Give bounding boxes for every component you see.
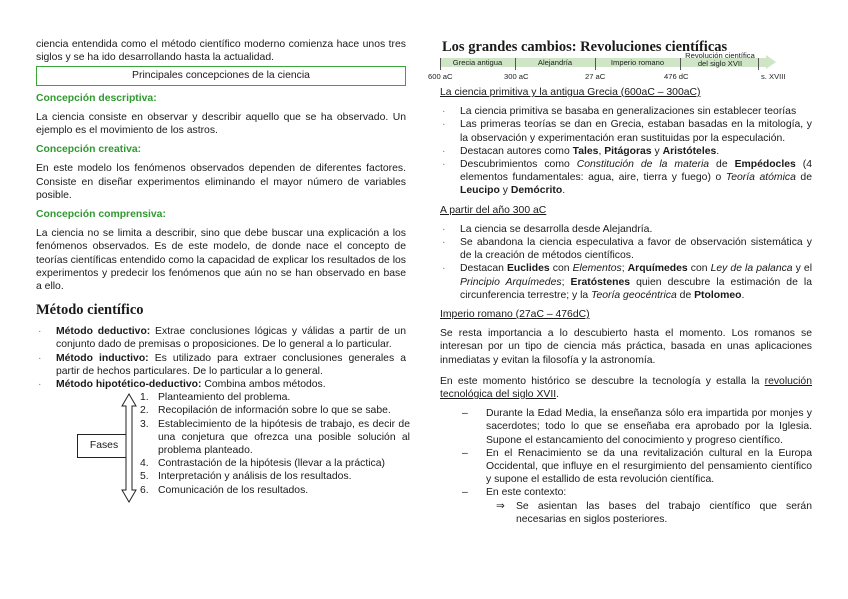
- timeline-tick: [595, 58, 596, 70]
- timeline-tick: [515, 58, 516, 70]
- list-item: – En el Renacimiento se da una revitalización cultural en la Europa Occidental, que influye en el resurgimiento del pensamiento científico y supone el estallido de esta revolución científica.: [440, 447, 812, 487]
- fases-box: Fases: [77, 434, 131, 458]
- revolucion-link[interactable]: revolución tecnológica del siglo XVII: [440, 375, 812, 401]
- list-item: ⇒ Se asientan las bases del trabajo científico que serán necesarias en siglos posteriores.: [440, 500, 812, 526]
- timeline-date: 27 aC: [585, 72, 606, 81]
- timeline-date: s. XVIII: [761, 72, 786, 81]
- contexto-list: [440, 407, 812, 526]
- timeline-date: 300 aC: [504, 72, 529, 81]
- list-item: · Destacan Euclides con Elementos; Arquímedes con Ley de la palanca y el Principio Arquímedes; Eratóstenes quien descubre la estimación de la circunferencia terrestre; y la Teoría geocéntrica de Ptolomeo.: [440, 262, 812, 302]
- grecia-heading: La ciencia primitiva y la antigua Grecia (600aC – 300aC): [440, 87, 701, 98]
- fase-item: 1. Planteamiento del problema.: [140, 392, 291, 404]
- timeline: [428, 51, 812, 85]
- fase-item: 2. Recopilación de información sobre lo que se sabe.: [140, 405, 391, 417]
- tecnologia-paragraph: En este momento histórico se descubre la tecnología y estalla la revolución tecnológica del siglo XVII.: [440, 375, 812, 401]
- metodo-inductivo-label: Método inductivo:: [56, 352, 149, 364]
- metodo-inductivo-item: [36, 352, 406, 378]
- metodo-deductivo-item: [36, 325, 406, 351]
- imperio-paragraph: Se resta importancia a lo descubierto hasta el momento. Los romanos se interesan por un tipo de ciencia más práctica, basada en unas aplicaciones inmediatas y evitan la filosofía y la astronomía.: [440, 328, 812, 366]
- list-item: · Las primeras teorías se dan en Grecia, estaban basadas en la mitología, y la observación y experimentación eran sustituidas por la especulación.: [440, 118, 812, 144]
- left-column: [36, 38, 410, 501]
- fase-item: 5. Interpretación y análisis de los resultados.: [140, 471, 352, 483]
- timeline-tick: [440, 58, 441, 70]
- timeline-date: 600 aC: [428, 72, 453, 81]
- metodo-deductivo-text: Extrae conclusiones lógicas y válidas a partir de un conjunto dado de premisas o proposiciones. De lo general a lo particular.: [56, 326, 406, 351]
- concepcion-comprensiva-heading: Concepción comprensiva:: [36, 209, 166, 221]
- fase-item: 3. Establecimiento de la hipótesis de trabajo, es decir de una conjetura que ofrezca una posible solución al problema planteado.: [140, 418, 410, 457]
- concepcion-comprensiva-text: La ciencia no se limita a describir, sino que debe buscar una explicación a los fenómenos observados. Es de este modelo, de donde nace el concepto de teorías científicas entendido como la capacidad de explicar los resultados de los experimentos y predecir los fenómenos que aún no se han observado en base a ello.: [36, 228, 406, 293]
- metodo-hipotetico-text: Combina ambos métodos.: [201, 379, 326, 391]
- list-item: – Durante la Edad Media, la enseñanza sólo era impartida por monjes y sacerdotes; todo lo que se enseñaba era aprobado por la Iglesia. Supone el estancamiento del conocimiento y progreso científico.: [440, 407, 812, 447]
- timeline-label: Imperio romano: [610, 58, 665, 67]
- intro-paragraph: ciencia entendida como el método científico moderno comienza hace unos tres siglos y se ha ido desarrollando hasta la actualidad.: [36, 39, 406, 64]
- concepciones-box: Principales concepciones de la ciencia: [36, 66, 406, 85]
- grecia-list: [440, 105, 812, 197]
- fase-item: 6. Comunicación de los resultados.: [140, 484, 309, 496]
- concepcion-descriptiva-heading: Concepción descriptiva:: [36, 92, 157, 104]
- right-column: [428, 38, 813, 526]
- list-item: · Se abandona la ciencia especulativa a favor de observación sistemática y de la creación de métodos científicos.: [440, 236, 812, 262]
- alejandria-list: [440, 223, 812, 302]
- fases-list: [140, 391, 410, 497]
- concepcion-creativa-text: En este modelo los fenómenos observados dependen de diferentes factores. Consiste en diseñar experimentos eliminando el mayor número de variables posible.: [36, 163, 406, 201]
- timeline-arrow-icon: [766, 55, 776, 69]
- list-item: · Descubrimientos como Constitución de la materia de Empédocles (4 elementos fundamentales: agua, aire, tierra y fuego) o Teoría atómica de Leucipo y Demócrito.: [440, 158, 812, 198]
- timeline-label: Revolución científica del siglo XVII: [685, 51, 755, 68]
- timeline-tick: [680, 58, 681, 70]
- revoluciones-heading: Los grandes cambios: Revoluciones científicas: [442, 39, 728, 55]
- metodo-hipotetico-item: [36, 378, 406, 391]
- fases-block: [36, 391, 410, 501]
- double-arrow-icon: [120, 392, 138, 504]
- metodo-inductivo-text: Es utilizado para extraer conclusiones generales a partir de hechos particulares. De lo particular a lo general.: [56, 352, 407, 377]
- timeline-date: 476 dC: [664, 72, 689, 81]
- list-item: · Destacan autores como Tales, Pitágoras y Aristóteles.: [440, 145, 812, 158]
- metodo-deductivo-label: Método deductivo:: [56, 326, 151, 338]
- concepcion-descriptiva-text: La ciencia consiste en observar y describir aquello que se ha observado. Un ejemplo es el movimiento de los astros.: [36, 111, 406, 137]
- alejandria-heading: A partir del año 300 aC: [440, 204, 547, 216]
- metodo-hipotetico-label: Método hipotético-deductivo:: [56, 379, 202, 391]
- metodo-cientifico-heading: Método científico: [36, 302, 144, 319]
- timeline-label: Grecia antigua: [452, 58, 503, 67]
- concepcion-creativa-heading: Concepción creativa:: [36, 144, 142, 156]
- list-item: – En este contexto:: [440, 486, 812, 499]
- imperio-heading: Imperio romano (27aC – 476dC): [440, 309, 590, 321]
- fase-item: 4. Contrastación de la hipótesis (llevar a la práctica): [140, 458, 385, 470]
- list-item: · La ciencia se desarrolla desde Alejandría.: [440, 223, 812, 236]
- metodos-list: [36, 325, 406, 391]
- list-item: · La ciencia primitiva se basaba en generalizaciones sin establecer teorías: [440, 105, 812, 118]
- timeline-tick: [758, 58, 759, 70]
- timeline-label: Alejandría: [537, 58, 573, 67]
